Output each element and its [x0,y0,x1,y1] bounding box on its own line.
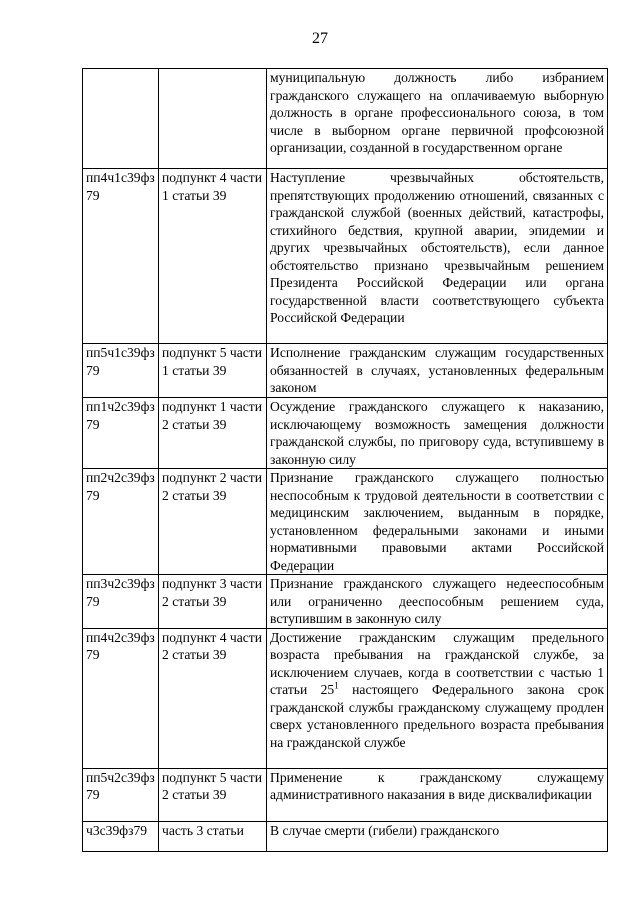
description-cell: муниципальную должность либо избранием гражданского служащего на оплачиваемую выборную должность в органе профессионального союза, в том числе в выборном органе первичной профсоюзной организации, созданной в государственном органе [267,69,608,169]
reference-cell: подпункт 1 части 2 статьи 39 [159,398,267,469]
code-cell: пп5ч1с39фз79 [83,344,159,398]
description-cell: Исполнение гражданским служащим государственных обязанностей в случаях, установленных федеральным законом [267,344,608,398]
code-cell [83,69,159,169]
table-row [83,575,608,629]
code-cell: пп1ч2с39фз79 [83,398,159,469]
table-row [83,628,608,768]
code-cell: пп3ч2с39фз79 [83,575,159,629]
table-row [83,469,608,575]
reference-cell: подпункт 2 части 2 статьи 39 [159,469,267,575]
code-cell: пп4ч1с39фз79 [83,169,159,344]
description-text: Достижение гражданским служащим предельного возраста пребывания на гражданской службе, за исключением случаев, когда в соответствии с частью 1 статьи 25 [270,629,604,697]
table-row [83,821,608,851]
reference-cell: часть 3 статьи [159,821,267,851]
table-row [83,398,608,469]
description-text: настоящего Федерального закона срок гражданской службы гражданскому служащему продлен сверх установленного предельного возраста пребывания на гражданской службе [270,682,604,750]
reference-cell [159,69,267,169]
code-cell: пп4ч2с39фз79 [83,628,159,768]
code-cell: пп5ч2с39фз79 [83,768,159,821]
grounds-table [82,68,608,852]
description-cell: В случае смерти (гибели) гражданского [267,821,608,851]
code-cell: ч3с39фз79 [83,821,159,851]
table-row [83,344,608,398]
description-cell [267,628,608,768]
description-cell: Признание гражданского служащего полностью неспособным к трудовой деятельности в соответствии с медицинским заключением, выданным в порядке, установленном федеральными законами и иными нормативными правовыми актами Российской Федерации [267,469,608,575]
table-row [83,69,608,169]
description-cell: Применение к гражданскому служащему административного наказания в виде дисквалификации [267,768,608,821]
reference-cell: подпункт 4 части 1 статьи 39 [159,169,267,344]
page-number: 27 [312,30,328,47]
table-row [83,768,608,821]
superscript: 1 [334,680,339,691]
table-row [83,169,608,344]
reference-cell: подпункт 5 части 2 статьи 39 [159,768,267,821]
reference-cell: подпункт 5 части 1 статьи 39 [159,344,267,398]
reference-cell: подпункт 4 части 2 статьи 39 [159,628,267,768]
reference-cell: подпункт 3 части 2 статьи 39 [159,575,267,629]
description-cell: Осуждение гражданского служащего к наказанию, исключающему возможность замещения должности гражданской службы, по приговору суда, вступившему в законную силу [267,398,608,469]
description-cell: Наступление чрезвычайных обстоятельств, препятствующих продолжению отношений, связанных с гражданской службой (военных действий, катастрофы, стихийного бедствия, крупной аварии, эпидемии и других чрезвычайных обстоятельств), если данное обстоятельство признано чрезвычайным решением Президента Российской Федерации или органа государственной власти соответствующего субъекта Российской Федерации [267,169,608,344]
description-cell: Признание гражданского служащего недееспособным или ограниченно дееспособным решением суда, вступившим в законную силу [267,575,608,629]
code-cell: пп2ч2с39фз79 [83,469,159,575]
